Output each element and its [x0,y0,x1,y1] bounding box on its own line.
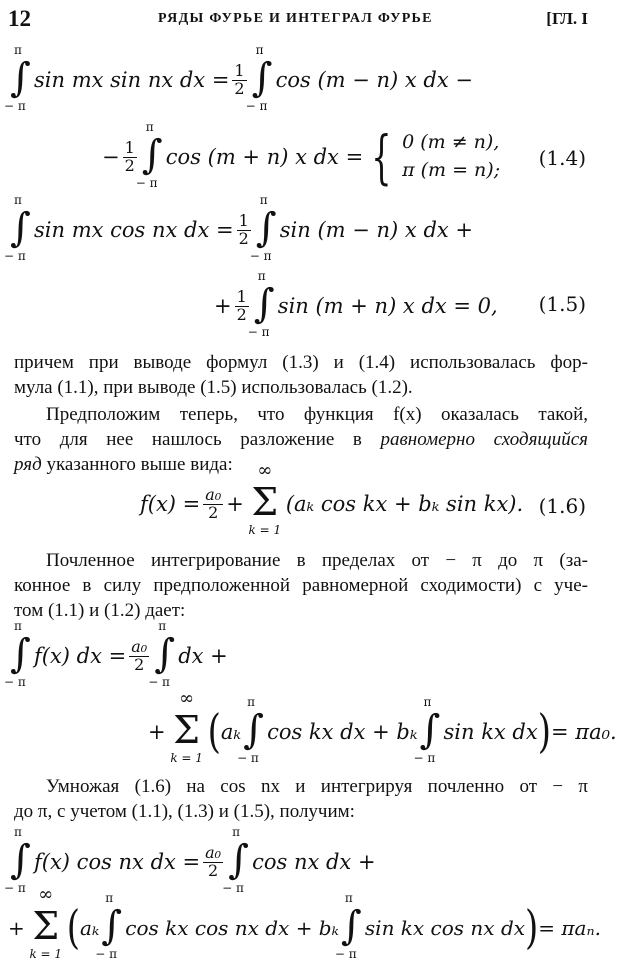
equation-number: (1.5) [538,292,586,316]
equation-text: cos kx cos nx dx + bₖ [125,916,339,940]
equation-number: (1.4) [538,146,586,170]
equation-16: f(x) = $\frac{\text{a₀}}{2}$ + ∞ Σ k = 1 (aₖ cos kx + bₖ sin kx). (1.6) [140,460,586,537]
page-header [8,6,592,32]
integral-sign: π ∫ − π [4,43,31,113]
equation-text: = πaₙ. [538,916,601,940]
integral-sign: π ∫ − π [4,193,31,263]
equation-13-line [4,43,473,113]
integral-sign: π ∫ − π [245,43,273,113]
paragraph-text: Почленное интегрирование в пределах от − π до π (за- конное в силу предположенной равномерной сходимости) с уче- том (1.1) и (1.2) дает: [14,550,588,621]
integral-sign: π ∫ − π [95,891,123,961]
equation-text: sin mx sin nx dx = [34,67,230,92]
paragraph-text: причем при выводе формул (1.3) и (1.4) использовалась фор- мула (1.1), при выводе (1.5) использовалась (1.2). [14,352,588,398]
equation-text: f(x) cos nx dx = [34,849,201,874]
integrated-equation-line: + ∞ Σ k = 1 ( aₖ π ∫ − π cos kx dx + bₖ π ∫ − π sin kx dx ) = πa₀. [148,688,617,765]
equation-text: cos (m − n) x dx − [275,67,473,92]
equation-text: sin (m + n) x dx = 0, [277,293,498,318]
equation-text: f(x) = [140,491,201,516]
equation-text: (aₖ cos kx + bₖ sin kx). [285,491,524,516]
equation-number: (1.6) [538,494,586,518]
equation-text: cos (m + n) x dx = [165,144,364,169]
fraction: $\frac{\text{a₀}}{2}$ [205,842,222,880]
summation-sign: ∞ Σ k = 1 [29,884,63,961]
fraction: $\frac{1}{2}$ [124,137,135,175]
fraction: $\frac{1}{2}$ [238,210,249,248]
page-number: 12 [8,6,31,31]
multiplied-equation-line [4,825,376,895]
paragraph-text: Умножая (1.6) на cos nx и интегрируя почленно от − π до π, с учетом (1.1), (1.3) и (1.5), получим: [14,776,588,822]
integral-sign: π ∫ − π [237,695,264,765]
integral-sign: π ∫ − π [334,891,362,961]
equation-text: cos kx dx + bₖ [267,719,418,744]
equation-15: + $\frac{1}{2}$ π ∫ − π sin (m + n) x dx = 0, (1.5) [214,269,586,339]
paragraph-text: Предположим теперь, что функция f(x) оказалась такой, что для нее нашлось разложение в равномерно сходящийся ряд указанного выше вида: [14,404,589,475]
equation-15-line [4,193,473,263]
integral-sign: π ∫ − π [148,619,176,689]
left-brace: { [371,123,392,191]
integral-sign: π ∫ − π [4,825,31,895]
integral-sign: π ∫ − π [247,269,275,339]
fraction: $\frac{\text{a₀}}{2}$ [205,484,222,522]
integral-sign: π ∫ − π [4,619,31,689]
equation-text: sin kx dx [443,719,538,744]
equation-14: − $\frac{1}{2}$ π ∫ − π cos (m + n) x dx = { 0 (m ≠ n), π (m = n); (1.4) [102,120,586,191]
integrated-equation-line [4,619,228,689]
equation-text: cos nx dx + [252,849,376,874]
fraction: $\frac{\text{a₀}}{2}$ [131,636,148,674]
integral-sign: π ∫ − π [222,825,249,895]
chapter-label: [ГЛ. I [546,9,588,28]
equation-text: = πa₀. [551,719,617,744]
equation-text: dx + [178,643,228,668]
summation-sign: ∞ Σ k = 1 [248,460,282,537]
integral-sign: π ∫ − π [413,695,441,765]
piecewise-cases: 0 (m ≠ n), π (m = n); [402,131,501,181]
equation-text: sin kx cos nx dx [364,916,526,940]
summation-sign: ∞ Σ k = 1 [170,688,203,765]
fraction: $\frac{1}{2}$ [236,286,247,324]
running-title: РЯДЫ ФУРЬЕ И ИНТЕГРАЛ ФУРЬЕ [158,11,433,26]
equation-text: sin (m − n) x dx + [279,217,473,242]
equation-text: sin mx cos nx dx = [34,217,234,242]
multiplied-equation-line: + ∞ Σ k = 1 ( aₖ π ∫ − π cos kx cos nx dx + bₖ π ∫ − π sin kx cos nx dx ) = πaₙ. [8,884,601,961]
equation-text: f(x) dx = [34,643,127,668]
integral-sign: π ∫ − π [249,193,277,263]
integral-sign: π ∫ − π [135,120,163,190]
fraction: $\frac{1}{2}$ [234,60,245,98]
